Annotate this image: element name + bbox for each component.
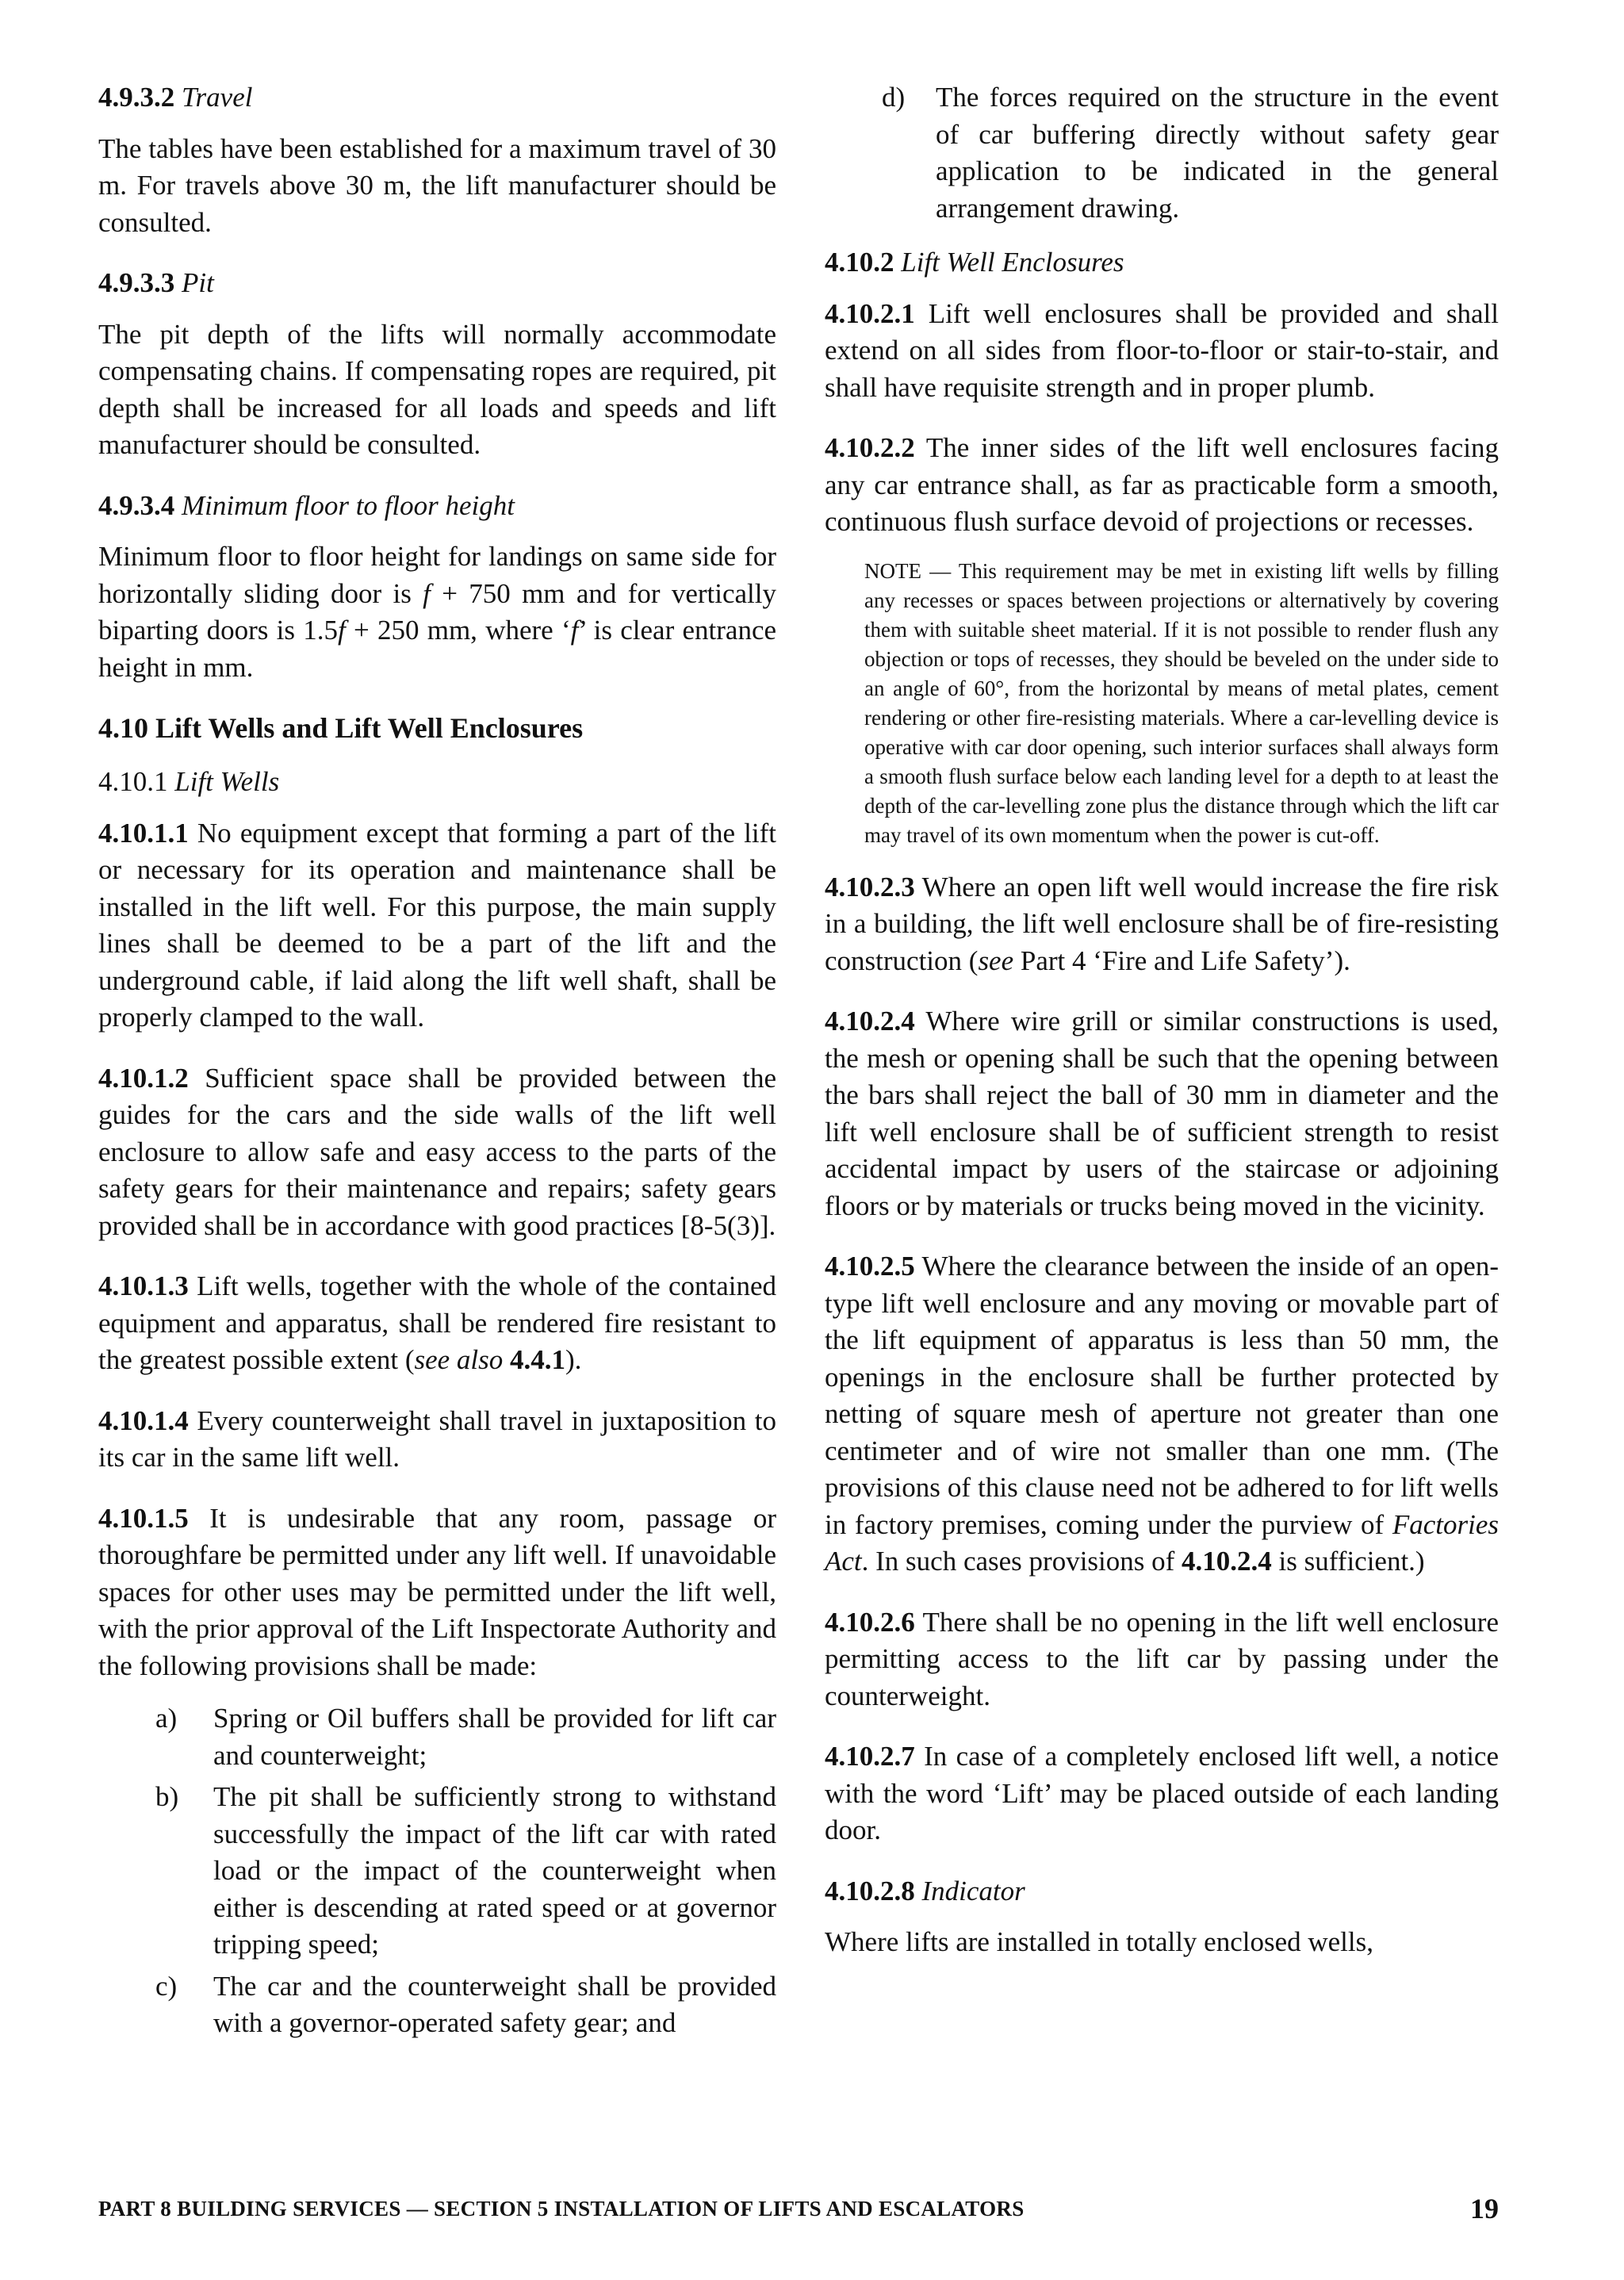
clause-4-10-2-7 [825, 1738, 1499, 1849]
section-title: Indicator [921, 1875, 1025, 1906]
list-item [98, 1779, 776, 1964]
clause-text: The inner sides of the lift well enclosures facing any car entrance shall, as far as practicable form a smooth, continuous flush surface devoid of projections or recesses. [825, 432, 1499, 537]
clause-number: 4.10.1.1 [98, 817, 189, 849]
clause-4-10-2-4 [825, 1003, 1499, 1224]
clause-text: Where the clearance between the inside of an open-type lift well enclosure and any moving or movable part of the lift equipment of apparatus is less than 50 mm, the openings in the enclosure shall be further protected by netting of square mesh of aperture not greater than one centimeter and of wire not smaller than one mm. (The provisions of this clause need not be adhered to for lift wells in factory premises, coming under the purview of [825, 1251, 1500, 1540]
section-number: 4.9.3.2 [98, 82, 175, 113]
list-label: c) [155, 1970, 178, 2002]
section-heading-4-9-3-4 [98, 488, 776, 525]
clause-number: 4.10.2.4 [825, 1006, 915, 1037]
footer-text: PART 8 BUILDING SERVICES — SECTION 5 INSTALLATION OF LIFTS AND ESCALATORS [98, 2197, 1025, 2221]
clause-text: It is undesirable that any room, passage or thoroughfare be permitted under any lift well. If unavoidable spaces for other uses may be permitted under the lift well, with the prior approval of the Lift Inspectorate Authority and the following provisions shall be made: [98, 1502, 777, 1681]
text-run: + 750 mm and for vertically biparting doors is 1.5 [98, 577, 776, 646]
section-number: 4.10.1 [98, 766, 168, 797]
clause-text: Where an open lift well would increase the fire risk in a building, the lift well enclosure shall be of fire-resisting construction ( [825, 871, 1499, 976]
paragraph-pit: The pit depth of the lifts will normally accommodate compensating chains. If compensating ropes are required, pit depth shall be increased for all loads and speeds and lift manufacturer should be consulted. [98, 318, 776, 460]
text-run: . In such cases provisions of [861, 1546, 1182, 1577]
clause-number: 4.10.1.2 [98, 1062, 189, 1094]
section-number: 4.10.2 [825, 247, 894, 278]
cross-reference: 4.4.1 [510, 1344, 566, 1375]
clause-text: Where wire grill or similar constructions is used, the mesh or opening shall be such that the opening between the bars shall reject the ball of 30 mm in diameter and the lift well enclosure shall be of sufficient strength to resist accidental impact by users of the staircase or adjoining floors or by materials or trucks being moved in the vicinity. [825, 1006, 1499, 1221]
section-heading-4-10: 4.10 Lift Wells and Lift Well Enclosures [98, 712, 584, 744]
clause-text: There shall be no opening in the lift well enclosure permitting access to the lift car by passing under the counterweight. [825, 1606, 1499, 1711]
section-heading-4-10-2 [825, 244, 1499, 282]
clause-text: Sufficient space shall be provided between the guides for the cars and the side walls of the lift well enclosure to allow safe and easy access to the parts of the safety gears for their maintenance and repairs; safety gears provided shall be in accordance with good practices [8-5(3)]. [98, 1062, 777, 1241]
text-run: + 250 mm, where ‘ [345, 615, 571, 646]
section-title: Pit [182, 267, 214, 298]
list-text: The car and the counterweight shall be provided with a governor-operated safety gear; and [213, 1970, 776, 2038]
list-text: The pit shall be sufficiently strong to withstand successfully the impact of the lift car with rated load or the impact of the counterweight when either is descending at rated speed or at governor tripping speed; [213, 1781, 776, 1960]
act-name: Factories Act [825, 1508, 1499, 1577]
clause-4-10-1-2 [98, 1060, 776, 1245]
provisions-list [98, 1700, 776, 2042]
section-title: Travel [182, 82, 253, 113]
clause-4-10-1-1 [98, 815, 776, 1037]
clause-4-10-2-5 [825, 1248, 1499, 1581]
cross-reference: 4.10.2.4 [1182, 1546, 1272, 1577]
see-also-text: see also [414, 1344, 504, 1375]
clause-number: 4.10.1.3 [98, 1270, 189, 1301]
variable-f: f [423, 577, 431, 609]
clause-text: Lift well enclosures shall be provided and shall extend on all sides from floor-to-floor or stair-to-stair, and shall have requisite strength and in proper plumb. [825, 297, 1499, 403]
clause-number: 4.10.1.4 [98, 1404, 189, 1436]
clause-number: 4.10.2.1 [825, 297, 915, 329]
list-label: b) [155, 1781, 179, 1812]
section-title: Lift Well Enclosures [901, 247, 1124, 278]
clause-4-10-2-6 [825, 1604, 1499, 1715]
clause-4-10-1-4 [98, 1403, 776, 1477]
section-number: 4.9.3.4 [98, 489, 175, 521]
text-run: Minimum floor to floor height for landings on same side for horizontally sliding door is [98, 541, 776, 609]
page-footer [98, 2193, 1499, 2236]
list-label: d) [882, 82, 906, 113]
note-block: NOTE — This requirement may be met in existing lift wells by filling any recesses or spaces between projections or alternatively by covering them with suitable sheet material. If it is not possible to render flush any objection or tops of recesses, they should be beveled on the under side to an angle of 60°, from the horizontal by means of metal plates, cement rendering or other fire-resisting materials. Where a car-levelling device is operative with car door opening, such interior surfaces shall always form a smooth flush surface below each landing level for a depth to at least the depth of the car-levelling zone plus the distance through which the lift car may travel of its own momentum when the power is cut-off. [864, 558, 1499, 847]
text-run: ’ is clear entrance height in mm. [98, 615, 777, 683]
right-column [825, 79, 1499, 1985]
section-number: 4.10.2.8 [825, 1875, 915, 1906]
page-number: 19 [1470, 2193, 1499, 2224]
clause-number: 4.10.2.5 [825, 1251, 915, 1282]
paragraph-indicator: Where lifts are installed in totally enclosed wells, [825, 1926, 1374, 1957]
clause-number: 4.10.1.5 [98, 1502, 189, 1534]
section-heading-4-10-2-8 [825, 1873, 1499, 1910]
clause-text: In case of a completely enclosed lift well, a notice with the word ‘Lift’ may be placed outside of each landing door. [825, 1741, 1499, 1845]
left-column [98, 79, 776, 2063]
paragraph-travel: The tables have been established for a maximum travel of 30 m. For travels above 30 m, the lift manufacturer should be consulted. [98, 132, 776, 238]
clause-number: 4.10.2.7 [825, 1741, 915, 1772]
clause-4-10-2-3 [825, 869, 1499, 980]
section-heading-4-9-3-3 [98, 265, 776, 302]
see-text: see [978, 945, 1014, 976]
list-item [98, 1968, 776, 2042]
list-item [98, 1700, 776, 1774]
list-label: a) [155, 1703, 178, 1734]
clause-text: Lift wells, together with the whole of the contained equipment and apparatus, shall be rendered fire resistant to the greatest possible extent ( [98, 1270, 777, 1375]
clause-4-10-2-1 [825, 296, 1499, 407]
clause-4-10-1-3 [98, 1268, 776, 1379]
clause-number: 4.10.2.3 [825, 871, 915, 902]
paragraph-floor-height [98, 538, 776, 686]
clause-text: No equipment except that forming a part of the lift or necessary for its operation and maintenance shall be installed in the lift well. For this purpose, the main supply lines shall be deemed to be a part of the lift and the underground cable, if laid along the lift well shaft, shall be properly clamped to the wall. [98, 817, 777, 1033]
variable-f: f [338, 615, 346, 646]
section-number: 4.9.3.3 [98, 267, 175, 298]
clause-4-10-2-2 [825, 430, 1499, 541]
clause-number: 4.10.2.2 [825, 432, 915, 463]
section-title: Minimum floor to floor height [182, 489, 515, 521]
text-run: Part 4 ‘Fire and Life Safety’). [1013, 945, 1350, 976]
list-text: The forces required on the structure in the event of car buffering directly without safety gear application to be indicated in the general arrangement drawing. [936, 82, 1499, 224]
clause-4-10-1-5 [98, 1500, 776, 1685]
list-text: Spring or Oil buffers shall be provided for lift car and counterweight; [213, 1703, 776, 1771]
text-run: is sufficient.) [1271, 1546, 1425, 1577]
section-heading-4-9-3-2 [98, 79, 776, 117]
provisions-list-continued [825, 79, 1499, 227]
clause-text: Every counterweight shall travel in juxtaposition to its car in the same lift well. [98, 1404, 776, 1473]
section-title: Lift Wells [174, 766, 280, 797]
text-run: ). [565, 1344, 582, 1375]
list-item [825, 79, 1499, 227]
section-heading-4-10-1 [98, 764, 776, 801]
variable-f: f [570, 615, 579, 646]
clause-number: 4.10.2.6 [825, 1606, 915, 1638]
